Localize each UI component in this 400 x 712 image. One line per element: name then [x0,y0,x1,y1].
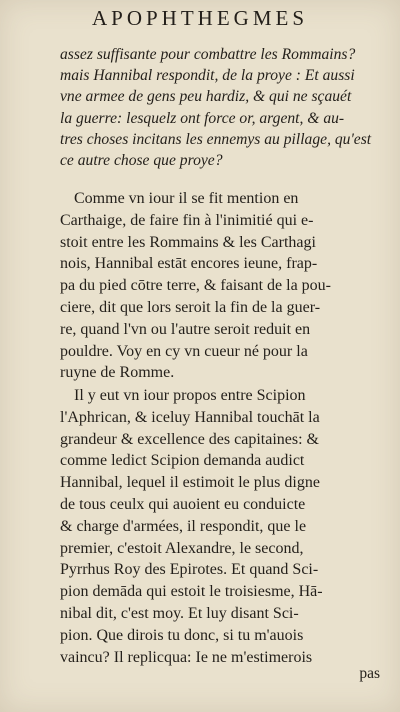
text-line: nois, Hannibal estāt encores ieune, frap- [60,255,318,273]
paragraph-2 [60,385,382,668]
text-line: pouldre. Voy en cy vn cueur né pour la [60,342,308,360]
text-line: vne armee de gens peu hardiz, & qui ne sçauét [60,88,352,106]
text-line: pion. Que dirois tu donc, si tu m'auois [60,626,304,644]
text-line: ruyne de Romme. [60,364,175,382]
paragraph-1 [60,188,382,384]
running-title: APOPHTHEGMES [91,6,309,30]
text-line: premier, c'estoit Alexandre, le second, [60,539,304,557]
text-line: & charge d'armées, il respondit, que le [60,517,307,535]
italic-passage [60,44,382,171]
text-line: assez suffisante pour combattre les Rommains? [60,46,356,63]
text-line: l'Aphrican, & iceluy Hannibal touchāt la [60,408,320,426]
text-line: pa du pied cōtre terre, & faisant de la pou- [60,277,331,295]
text-line: vaincu? Il replicqua: Ie ne m'estimerois [60,648,313,666]
text-line: ce autre chose que proye? [60,152,223,170]
text-line: ciere, dit que lors seroit la fin de la guer- [60,298,321,316]
text-line: Comme vn iour il se fit mention en [74,190,299,207]
text-line: grandeur & excellence des capitaines: & [60,430,319,448]
text-line: tres choses incitans les ennemys au pillage, qu'est [60,130,372,148]
text-line: comme ledict Scipion demanda audict [60,452,305,470]
text-line: Pyrrhus Roy des Epirotes. Et quand Sci- [60,561,319,579]
text-line: Hannibal, lequel il estimoit le plus digne [60,474,320,492]
text-line: re, quand l'vn ou l'autre seroit reduit en [60,320,311,338]
text-line: mais Hannibal respondit, de la proye : Et aussi [60,67,355,85]
text-line: nibal dit, c'est moy. Et luy disant Sci- [60,604,299,622]
text-line: pion demāda qui estoit le troisiesme, Hā- [60,583,323,601]
text-line: de tous ceulx qui auoient eu conduicte [60,495,306,513]
catchword: pas [359,665,380,682]
text-line: Il y eut vn iour propos entre Scipion [74,387,306,404]
text-line: la guerre: lesquelz ont force or, argent, & au- [60,109,345,127]
text-line: Carthaige, de faire fin à l'inimitié qui e- [60,211,314,229]
text-line: stoit entre les Rommains & les Carthagi [60,233,316,251]
